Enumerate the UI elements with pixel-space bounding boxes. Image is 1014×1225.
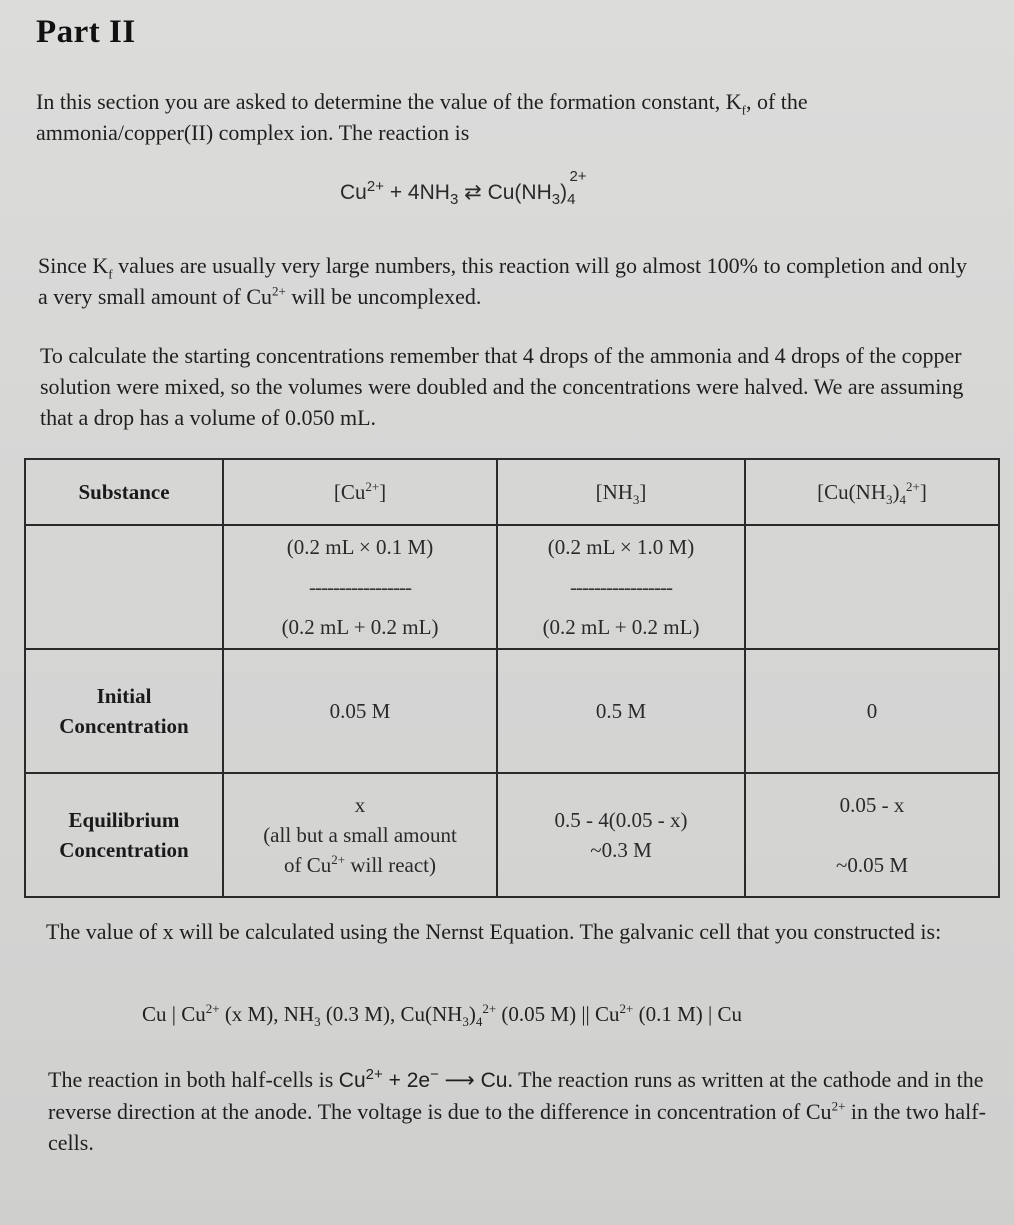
cell-c-sub2: 4 — [475, 1014, 483, 1030]
intro-text: In this section you are asked to determine the value of the formation constant, K — [36, 89, 742, 114]
cell-d-charge: 2+ — [619, 1001, 634, 1016]
half-reaction-equation — [338, 1066, 508, 1092]
reactant-cu: Cu — [340, 181, 367, 204]
nh3-calculation — [497, 525, 745, 649]
half-eq-cu: Cu — [338, 1069, 366, 1092]
eq-cu-2: (all but a small amount — [263, 823, 457, 847]
nernst-paragraph: The value of x will be calculated using the Nernst Equation. The galvanic cell that you constructed is: — [46, 919, 942, 944]
header-cu — [223, 459, 497, 525]
table-row-calculation — [25, 525, 999, 649]
cell-notation — [142, 1001, 742, 1030]
calc-row-label — [25, 525, 223, 649]
plus-sign: + — [389, 181, 403, 204]
cell-c-mid: ) — [468, 1002, 476, 1026]
eq-nh3-1: 0.5 - 4(0.05 - x) — [554, 808, 688, 832]
half-eq-product: Cu — [480, 1069, 508, 1092]
kf-charge: 2+ — [272, 283, 286, 299]
header-nh3-text: [NH — [595, 479, 633, 504]
half-cell-text-1: The reaction in both half-cells is — [48, 1067, 339, 1092]
cell-d: (0.05 M) || Cu — [496, 1002, 620, 1026]
equilibrium-arrow-icon: ⇄ — [464, 181, 482, 204]
eq-nh3-2: ~0.3 M — [590, 838, 652, 862]
product-charge: 2+ — [569, 168, 587, 185]
eq-cu-1: x — [354, 793, 366, 817]
kf-text-1: Since K — [38, 253, 109, 278]
initial-row-label — [25, 649, 223, 773]
intro-text-end: , of the ammonia/copper(II) complex ion. The reaction is — [36, 89, 808, 145]
cell-b: (x M), NH — [219, 1002, 315, 1026]
half-cell-charge: 2+ — [831, 1098, 846, 1114]
header-complex-close: ] — [919, 479, 927, 504]
header-complex-text: [Cu(NH — [817, 479, 886, 504]
cu-denominator: (0.2 mL + 0.2 mL) — [281, 615, 439, 639]
equilibrium-row-label — [25, 773, 223, 897]
cell-c-charge: 2+ — [482, 1001, 497, 1016]
cu-numerator: (0.2 mL × 0.1 M) — [286, 535, 434, 559]
product-complex: Cu(NH — [487, 181, 552, 204]
eq-cu-3a: of Cu — [283, 853, 332, 877]
cell-b-sub: 3 — [314, 1014, 321, 1030]
reaction-arrow-icon: ⟶ — [438, 1069, 481, 1092]
initial-nh3: 0.5 M — [497, 649, 745, 773]
nh3-divider: ----------------- — [570, 575, 672, 599]
equilibrium-cu — [223, 773, 497, 897]
cu-charge: 2+ — [366, 178, 384, 195]
eq-cu-3b: will react) — [345, 853, 437, 877]
half-eq-charge: 2+ — [365, 1066, 383, 1083]
cell-a-charge: 2+ — [205, 1001, 220, 1016]
cu-divider: ----------------- — [309, 575, 411, 599]
kf-sub: f — [108, 266, 113, 282]
half-eq-e-charge: − — [430, 1066, 439, 1083]
initial-label-2: Concentration — [59, 714, 189, 738]
ice-table — [24, 458, 1000, 898]
equilibrium-complex — [745, 773, 999, 897]
kf-text-3: will be uncomplexed. — [285, 284, 482, 309]
cell-e: (0.1 M) | Cu — [633, 1002, 742, 1026]
initial-cu: 0.05 M — [223, 649, 497, 773]
complex-calculation — [745, 525, 999, 649]
header-nh3-close: ] — [639, 479, 647, 504]
header-complex-sub2: 4 — [899, 491, 906, 507]
product-sub1: 3 — [551, 191, 561, 209]
nh3-denominator: (0.2 mL + 0.2 mL) — [542, 615, 700, 639]
half-cell-paragraph — [48, 1064, 988, 1158]
header-cu-charge: 2+ — [365, 478, 380, 494]
eq-cu-charge: 2+ — [331, 852, 346, 867]
reaction-equation — [340, 168, 593, 209]
kf-paragraph — [38, 250, 978, 312]
cell-c: (0.3 M), Cu(NH — [320, 1002, 463, 1026]
half-eq-electrons: + 2e — [382, 1069, 431, 1092]
eq-label-1: Equilibrium — [68, 808, 180, 832]
cu-calculation — [223, 525, 497, 649]
table-row-equilibrium — [25, 773, 999, 897]
table-header-row — [25, 459, 999, 525]
half-cell-text-2: . The reaction runs as written at the cathode and in the reverse direction at the anode. The voltage is due to the difference in concentration of Cu — [48, 1067, 984, 1124]
cell-c-sub1: 3 — [462, 1014, 469, 1030]
nh3-numerator: (0.2 mL × 1.0 M) — [547, 535, 695, 559]
initial-label-1: Initial — [96, 684, 152, 708]
cell-a: Cu | Cu — [142, 1002, 206, 1026]
product-sub2: 4 — [567, 191, 576, 209]
product-close: ) — [560, 181, 568, 204]
initial-complex: 0 — [745, 649, 999, 773]
eq-complex-1: 0.05 - x — [839, 793, 905, 817]
equilibrium-nh3 — [497, 773, 745, 897]
nh3-subscript: 3 — [449, 191, 459, 209]
page-title: Part II — [36, 14, 136, 50]
header-cu-close: ] — [379, 479, 387, 504]
concentration-paragraph: To calculate the starting concentrations remember that 4 drops of the ammonia and 4 drops of the copper solution were mixed, so the volumes were doubled and the concentrations were halved. We are assuming that a drop has a volume of 0.050 mL. — [40, 343, 964, 430]
header-complex — [745, 459, 999, 525]
eq-complex-2: ~0.05 M — [835, 853, 909, 877]
header-substance: Substance — [25, 459, 223, 525]
intro-paragraph — [36, 86, 976, 148]
half-cell-text-3: in the two half-cells. — [48, 1099, 986, 1155]
header-complex-charge: 2+ — [905, 478, 920, 494]
eq-cu-3 — [225, 850, 495, 880]
header-complex-sub1: 3 — [885, 491, 893, 507]
kf-subscript: f — [741, 102, 746, 118]
header-complex-mid: ) — [892, 479, 900, 504]
header-nh3-sub: 3 — [632, 491, 640, 507]
table-row-initial — [25, 649, 999, 773]
header-nh3 — [497, 459, 745, 525]
eq-label-2: Concentration — [59, 838, 189, 862]
reactant-nh3: 4NH — [407, 181, 450, 204]
header-cu-text: [Cu — [333, 479, 366, 504]
kf-text-2: values are usually very large numbers, this reaction will go almost 100% to completion and only a very small amount of Cu — [38, 253, 967, 309]
